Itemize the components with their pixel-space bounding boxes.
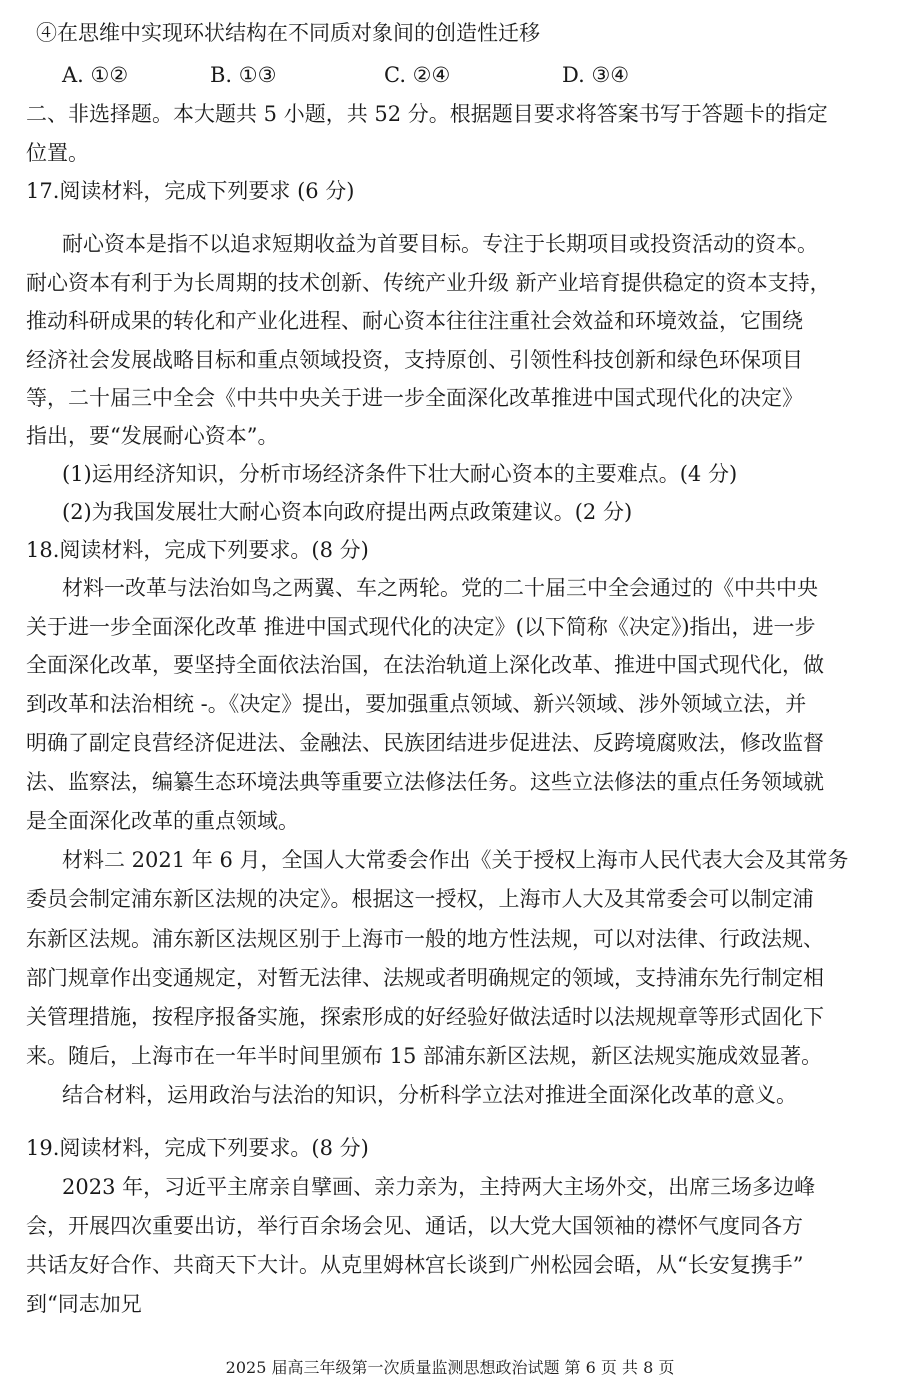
q18-material2-line: 部门规章作出变通规定，对暂无法律、法规或者明确规定的领域，支持浦东先行制定相 — [26, 966, 824, 990]
q17-subquestion-1: (1)运用经济知识，分析市场经济条件下壮大耐心资本的主要难点。(4 分) — [62, 462, 738, 486]
q19-material-line: 到“同志加兄 — [26, 1292, 142, 1316]
option-b: B. ①③ — [210, 63, 277, 87]
q17-subquestion-2: (2)为我国发展壮大耐心资本向政府提出两点政策建议。(2 分) — [62, 500, 633, 524]
q18-material1-line: 材料一改革与法治如鸟之两翼、车之两轮。党的二十届三中全会通过的《中共中央 — [62, 576, 818, 600]
option-d: D. ③④ — [562, 63, 630, 87]
choice-item-4: ④在思维中实现环状结构在不同质对象间的创造性迁移 — [36, 21, 540, 45]
q18-title: 18.阅读材料，完成下列要求。(8 分) — [26, 538, 369, 562]
q17-material-line: 指出，要“发展耐心资本”。 — [26, 424, 279, 448]
q18-material2-line: 关管理措施，按程序报备实施，探索形成的好经验好做法适时以法规规章等形式固化下 — [26, 1005, 824, 1029]
q19-material-line: 会，开展四次重要出访，举行百余场会见、通话，以大党大国领袖的襟怀气度同各方 — [26, 1214, 803, 1238]
q19-title: 19.阅读材料，完成下列要求。(8 分) — [26, 1136, 369, 1160]
q17-material-line: 等，二十届三中全会《中共中央关于进一步全面深化改革推进中国式现代化的决定》 — [26, 386, 803, 410]
q17-material-line: 推动科研成果的转化和产业化进程、耐心资本往往注重社会效益和环境效益，它围绕 — [26, 309, 803, 333]
page-footer: 2025 届高三年级第一次质量监测思想政治试题 第 6 页 共 8 页 — [225, 1358, 675, 1377]
section-heading-line2: 位置。 — [26, 141, 89, 165]
section-heading-line1: 二、非选择题。本大题共 5 小题，共 52 分。根据题目要求将答案书写于答题卡的指定 — [26, 102, 828, 126]
q18-material2-line: 来。随后，上海市在一年半时间里颁布 15 部浦东新区法规，新区法规实施成效显著。 — [26, 1044, 823, 1068]
q17-material-line: 经济社会发展战略目标和重点领域投资，支持原创、引领性科技创新和绿色环保项目 — [26, 348, 803, 372]
q18-material1-line: 到改革和法治相统 -。《决定》提出，要加强重点领域、新兴领域、涉外领域立法，并 — [26, 692, 807, 716]
q18-material1-line: 全面深化改革，要坚持全面依法治国，在法治轨道上深化改革、推进中国式现代化，做 — [26, 653, 824, 677]
q18-material1-line: 关于进一步全面深化改革 推进中国式现代化的决定》(以下简称《决定》)指出，进一步 — [26, 615, 816, 639]
q18-material2-line: 东新区法规。浦东新区法规区别于上海市一般的地方性法规，可以对法律、行政法规、 — [26, 927, 824, 951]
q18-material1-line: 是全面深化改革的重点领域。 — [26, 809, 299, 833]
q18-material2-line: 委员会制定浦东新区法规的决定》。根据这一授权，上海市人大及其常委会可以制定浦 — [26, 887, 814, 911]
option-a: A. ①② — [62, 63, 129, 87]
q17-title: 17.阅读材料，完成下列要求 (6 分) — [26, 179, 355, 203]
answer-options — [0, 60, 900, 90]
q18-question: 结合材料，运用政治与法治的知识，分析科学立法对推进全面深化改革的意义。 — [62, 1083, 797, 1107]
q18-material1-line: 明确了副定良营经济促进法、金融法、民族团结进步促进法、反跨境腐败法，修改监督 — [26, 731, 824, 755]
q18-material1-line: 法、监察法，编纂生态环境法典等重要立法修法任务。这些立法修法的重点任务领域就 — [26, 770, 824, 794]
q19-material-line: 2023 年，习近平主席亲自擘画、亲力亲为，主持两大主场外交，出席三场多边峰 — [62, 1175, 816, 1199]
q17-material-line: 耐心资本有利于为长周期的技术创新、传统产业升级 新产业培育提供稳定的资本支持， — [26, 271, 831, 295]
q17-material-line: 耐心资本是指不以追求短期收益为首要目标。专注于长期项目或投资活动的资本。 — [62, 232, 818, 256]
option-c: C. ②④ — [384, 63, 451, 87]
q18-material2-line: 材料二 2021 年 6 月，全国人大常委会作出《关于授权上海市人民代表大会及其常务 — [62, 848, 849, 872]
q19-material-line: 共话友好合作、共商天下大计。从克里姆林宫长谈到广州松园会晤，从“长安复携手” — [26, 1253, 804, 1277]
